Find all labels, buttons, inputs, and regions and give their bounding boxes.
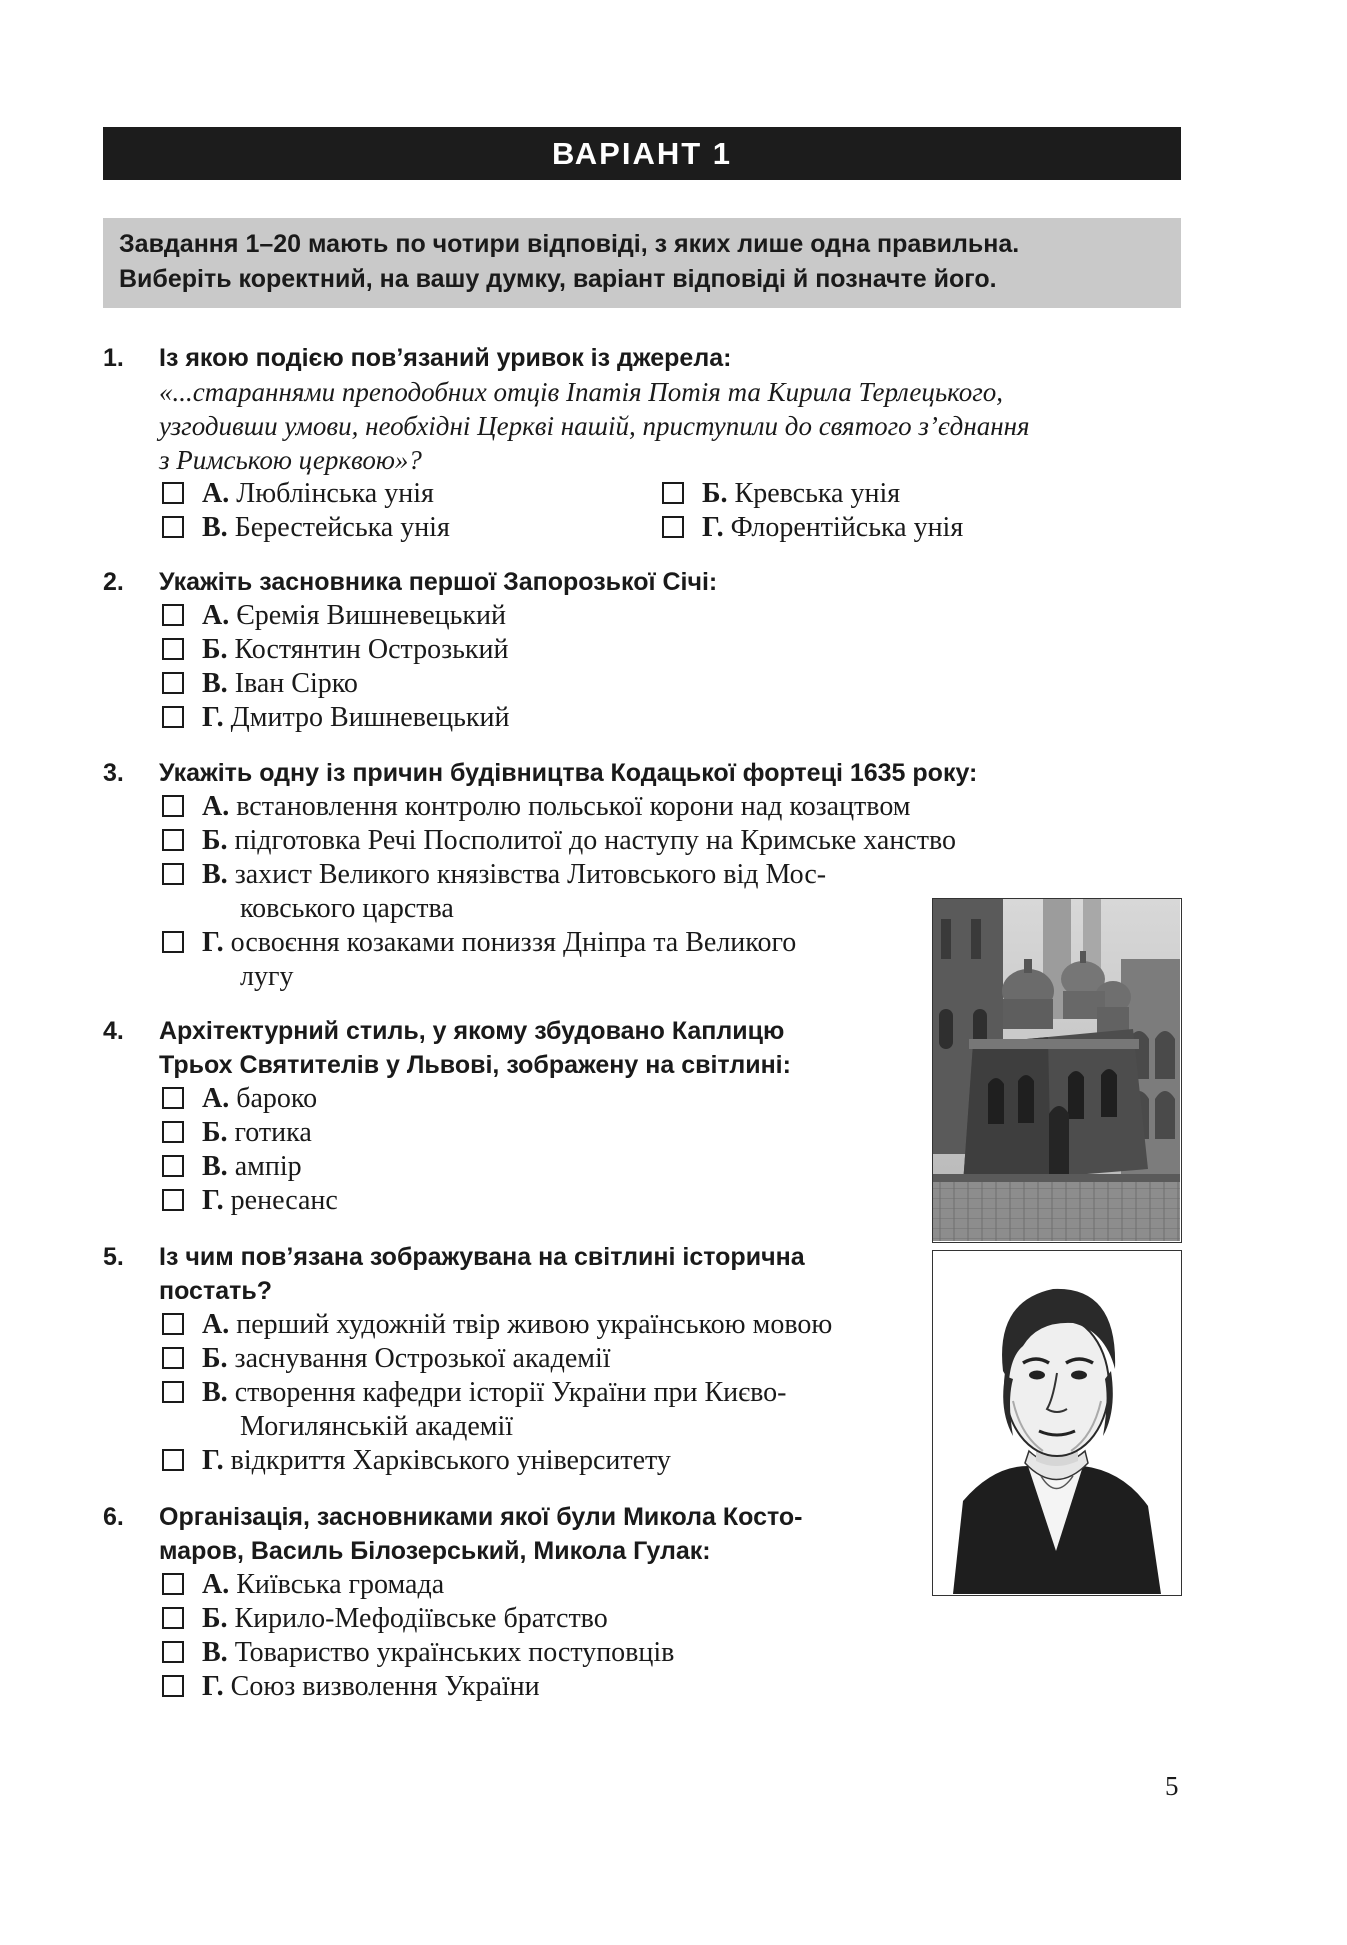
checkbox[interactable] xyxy=(162,1607,184,1629)
source-quote: «...стараннями преподобних отців Іпатія Потія та Кирила Терлецького, узгодивши умови, необхідні Церкві нашій, приступили до святого з’єднання з Римською церквою»? xyxy=(159,377,1030,475)
checkbox[interactable] xyxy=(162,516,184,538)
option-h[interactable]: Г. Дмитро Вишневецький xyxy=(159,701,717,735)
option-h[interactable]: Г. Союз визволення України xyxy=(159,1670,802,1704)
option-a[interactable]: А. перший художній твір живою українською мовою xyxy=(159,1308,832,1342)
question-number: 6. xyxy=(103,1503,124,1531)
checkbox[interactable] xyxy=(162,1347,184,1369)
checkbox[interactable] xyxy=(162,931,184,953)
option-a[interactable]: А. бароко xyxy=(159,1082,791,1116)
option-a[interactable]: А. Київська громада xyxy=(159,1568,802,1602)
answer-options xyxy=(159,790,977,994)
option-v[interactable]: В. ампір xyxy=(159,1150,791,1184)
checkbox[interactable] xyxy=(162,706,184,728)
variant-title: ВАРІАНТ 1 xyxy=(551,135,733,171)
variant-banner xyxy=(103,127,1181,180)
checkbox[interactable] xyxy=(162,1449,184,1471)
checkbox[interactable] xyxy=(162,482,184,504)
answer-options xyxy=(159,1082,791,1218)
question-text: Із чим пов’язана зображувана на світлині історична постать? xyxy=(159,1243,805,1305)
question-text: Із якою подією пов’язаний уривок із джерела: xyxy=(159,344,732,372)
option-b[interactable]: Б. заснування Острозької академії xyxy=(159,1342,832,1376)
option-v[interactable]: В. створення кафедри історії України при Києво- Могилянській академії xyxy=(159,1376,832,1444)
checkbox[interactable] xyxy=(662,482,684,504)
option-a[interactable]: А. Єремія Вишневецький xyxy=(159,599,717,633)
option-a[interactable]: А. встановлення контролю польської корони над козацтвом xyxy=(159,790,977,824)
question-2 xyxy=(103,565,717,735)
option-v[interactable]: В. Товариство українських поступовців xyxy=(159,1636,802,1670)
checkbox[interactable] xyxy=(162,1675,184,1697)
instructions-box xyxy=(103,218,1181,308)
question-number: 3. xyxy=(103,759,124,787)
checkbox[interactable] xyxy=(162,672,184,694)
instructions-line: Завдання 1–20 мають по чотири відповіді, з яких лише одна правильна. xyxy=(119,230,1020,258)
option-h[interactable]: Г. освоєння козаками пониззя Дніпра та Великого лугу xyxy=(159,926,977,994)
instructions-line: Виберіть коректний, на вашу думку, варіант відповіді й позначте його. xyxy=(119,265,997,293)
question-1 xyxy=(103,341,1059,545)
question-number: 2. xyxy=(103,568,124,596)
answer-options xyxy=(159,1308,832,1478)
question-5 xyxy=(103,1240,832,1478)
portrait-photo xyxy=(932,1250,1182,1596)
portrait-illustration xyxy=(933,1251,1180,1594)
question-3 xyxy=(103,756,977,994)
option-v[interactable]: В. захист Великого князівства Литовського від Мос- ковського царства xyxy=(159,858,977,926)
checkbox[interactable] xyxy=(162,1155,184,1177)
checkbox[interactable] xyxy=(162,795,184,817)
option-a[interactable]: А. Люблінська унія xyxy=(159,477,659,511)
checkbox[interactable] xyxy=(162,638,184,660)
option-v[interactable]: В. Берестейська унія xyxy=(159,511,659,545)
chapel-photo xyxy=(932,898,1182,1243)
question-text: Укажіть одну із причин будівництва Кодацької фортеці 1635 року: xyxy=(159,759,978,787)
question-6 xyxy=(103,1500,802,1704)
checkbox[interactable] xyxy=(162,1189,184,1211)
option-h[interactable]: Г. ренесанс xyxy=(159,1184,791,1218)
option-b[interactable]: Б. готика xyxy=(159,1116,791,1150)
question-number: 5. xyxy=(103,1243,124,1271)
checkbox[interactable] xyxy=(162,604,184,626)
question-text: Архітектурний стиль, у якому збудовано Каплицю Трьох Святителів у Львові, зображену на світлині: xyxy=(159,1017,791,1079)
answer-options xyxy=(159,477,1059,545)
question-text: Укажіть засновника першої Запорозької Січі: xyxy=(159,568,718,596)
chapel-illustration xyxy=(933,899,1180,1241)
question-4 xyxy=(103,1014,791,1218)
page-number: 5 xyxy=(1165,1771,1179,1801)
option-h[interactable]: Г. Флорентійська унія xyxy=(659,511,1059,545)
question-text: Організація, засновниками якої були Микола Косто- маров, Василь Білозерський, Микола Гулак: xyxy=(159,1503,803,1565)
checkbox[interactable] xyxy=(162,1641,184,1663)
checkbox[interactable] xyxy=(162,1313,184,1335)
answer-options xyxy=(159,599,717,735)
checkbox[interactable] xyxy=(162,1381,184,1403)
checkbox[interactable] xyxy=(162,1573,184,1595)
option-b[interactable]: Б. Костянтин Острозький xyxy=(159,633,717,667)
option-h[interactable]: Г. відкриття Харківського університету xyxy=(159,1444,832,1478)
answer-options xyxy=(159,1568,802,1704)
checkbox[interactable] xyxy=(162,1087,184,1109)
checkbox[interactable] xyxy=(662,516,684,538)
option-b[interactable]: Б. підготовка Речі Посполитої до наступу на Кримське ханство xyxy=(159,824,977,858)
checkbox[interactable] xyxy=(162,863,184,885)
option-v[interactable]: В. Іван Сірко xyxy=(159,667,717,701)
option-b[interactable]: Б. Кирило-Мефодіївське братство xyxy=(159,1602,802,1636)
option-b[interactable]: Б. Кревська унія xyxy=(659,477,1059,511)
checkbox[interactable] xyxy=(162,1121,184,1143)
question-number: 1. xyxy=(103,344,124,372)
checkbox[interactable] xyxy=(162,829,184,851)
question-number: 4. xyxy=(103,1017,124,1045)
